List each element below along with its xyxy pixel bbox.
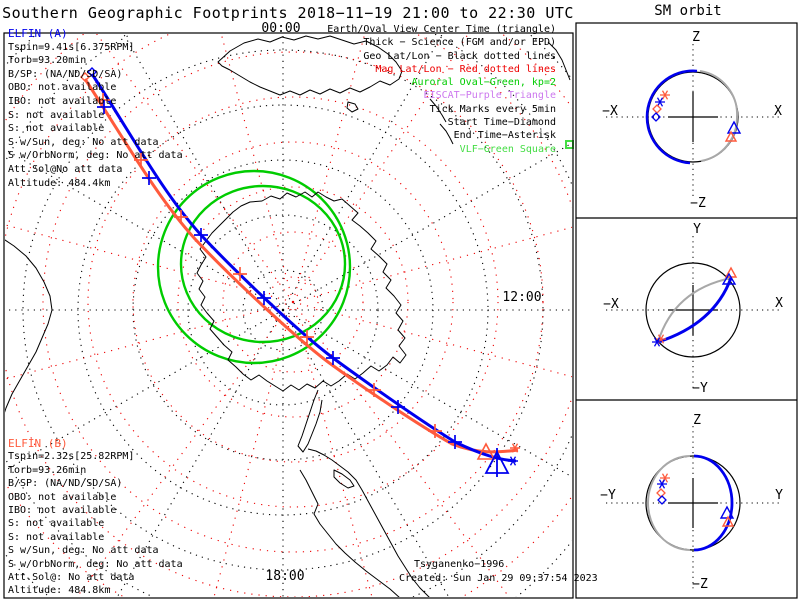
field-model-credit: Tsyganenko−1996 [414, 559, 505, 570]
elfin-a-line: S: not available [8, 123, 105, 135]
axis-label: −X [603, 297, 619, 312]
credits-block [399, 558, 598, 586]
axis-label: X [774, 104, 782, 119]
sm-orbit-title: SM orbit [654, 3, 722, 19]
vlf-square [566, 141, 573, 148]
diamond-red-xz [653, 105, 661, 113]
elfin-b-line: S w/Sun, deg: No att data [8, 545, 159, 557]
elfin-a-line: Tspin=9.41s[6.375RPM] [8, 41, 135, 53]
legend-item: End Time−Asterisk [453, 130, 556, 142]
created-timestamp: Created: Sun Jan 29 09:37:54 2023 [399, 573, 598, 584]
end-asterisk-a [508, 457, 518, 466]
legend-item: Geo Lat/Lon − Black dotted lines [363, 50, 556, 62]
axis-label: −Z [690, 196, 706, 211]
asterisk-red-yz [660, 474, 670, 483]
asterisk-red-xz [660, 91, 670, 100]
sm-panel-xy [603, 222, 783, 396]
legend-item: Start Time−Diamond [447, 117, 556, 129]
legend-item: VLF−Green Square [459, 143, 556, 155]
elfin-a-line: Torb=93.20min [8, 55, 87, 67]
elfin-a-header: ELFIN (A) [8, 27, 68, 40]
auroral-oval-outer [158, 171, 350, 363]
elfin-a-line: S w/OrbNorm, deg: No att data [8, 150, 183, 162]
elfin-b-line: Altitude: 484.8km [8, 585, 111, 597]
elfin-a-line: OBO: not available [8, 82, 117, 94]
map-label-bottom: 18:00 [265, 569, 305, 584]
elfin-a-line: Altitude: 484.4km [8, 177, 111, 189]
elfin-b-line: S: not available [8, 531, 105, 543]
sm-panel-yz [600, 413, 783, 592]
page-title: Southern Geographic Footprints 2018−11−19 21:00 to 22:30 UTC [2, 4, 574, 22]
elfin-a-line: S: not available [8, 109, 105, 121]
axis-label: X [775, 296, 783, 311]
elfin-b-line: OBO: not available [8, 491, 117, 503]
legend-item: Auroral Oval−Green, kp=2 [411, 77, 556, 89]
elfin-b-line: IBO: not available [8, 505, 117, 517]
elfin-a-line: Att.Sol@No att data [8, 163, 123, 175]
axis-label: Z [693, 413, 701, 428]
axis-label: −Y [600, 488, 616, 503]
legend-item: Mag Lat/Lon − Red dotted lines [375, 63, 556, 75]
antarctica-coastline [197, 192, 406, 391]
axis-label: Y [775, 488, 783, 503]
elfin-b-header: ELFIN (B) [8, 437, 68, 450]
elfin-b-info-block [8, 437, 183, 598]
map-label-top: 00:00 [261, 21, 301, 36]
axis-label: −Z [692, 577, 708, 592]
sm-panel-xz [602, 30, 782, 211]
legend-item: Earth/Oval View Center Time (triangle) [327, 24, 556, 35]
elfin-b-line: S: not available [8, 518, 105, 530]
elfin-a-line: S w/Sun, deg: No att data [8, 136, 159, 148]
axis-label: −X [602, 104, 618, 119]
axis-label: Z [692, 30, 700, 45]
map-legend [327, 23, 556, 156]
legend-item: EISCAT−Purple Triangle [423, 90, 556, 102]
elfin-a-line: IBO: not available [8, 95, 117, 107]
elfin-b-line: Torb=93.26min [8, 464, 87, 476]
axis-label: −Y [692, 381, 708, 396]
map-label-right: 12:00 [502, 290, 542, 305]
auroral-oval-inner [181, 186, 345, 342]
diamond-red-yz [657, 489, 665, 497]
elfin-b-line: S w/OrbNorm, deg: No att data [8, 558, 183, 570]
elfin-b-line: Att.Sol@: No att data [8, 572, 135, 584]
asterisk-blue-yz [657, 480, 667, 489]
legend-item: Thick − Science (FGM and/or EPD) [363, 37, 556, 49]
orbit-gray-xz [700, 71, 737, 161]
tierra-del-fuego-island [334, 470, 354, 488]
left-edge-coastline [2, 238, 52, 420]
legend-item: Tick Marks every 5min [429, 103, 556, 115]
antarctic-peninsula [298, 390, 322, 452]
elfin-a-line: B/SP: (NA/ND/SD/SA) [8, 68, 123, 80]
axis-label: Y [693, 222, 701, 237]
elfin-a-info-block [8, 27, 183, 190]
elfin-b-line: B/SP: (NA/ND/SD/SA) [8, 478, 123, 490]
elfin-b-line: Tspin=2.32s[25.82RPM] [8, 451, 135, 463]
